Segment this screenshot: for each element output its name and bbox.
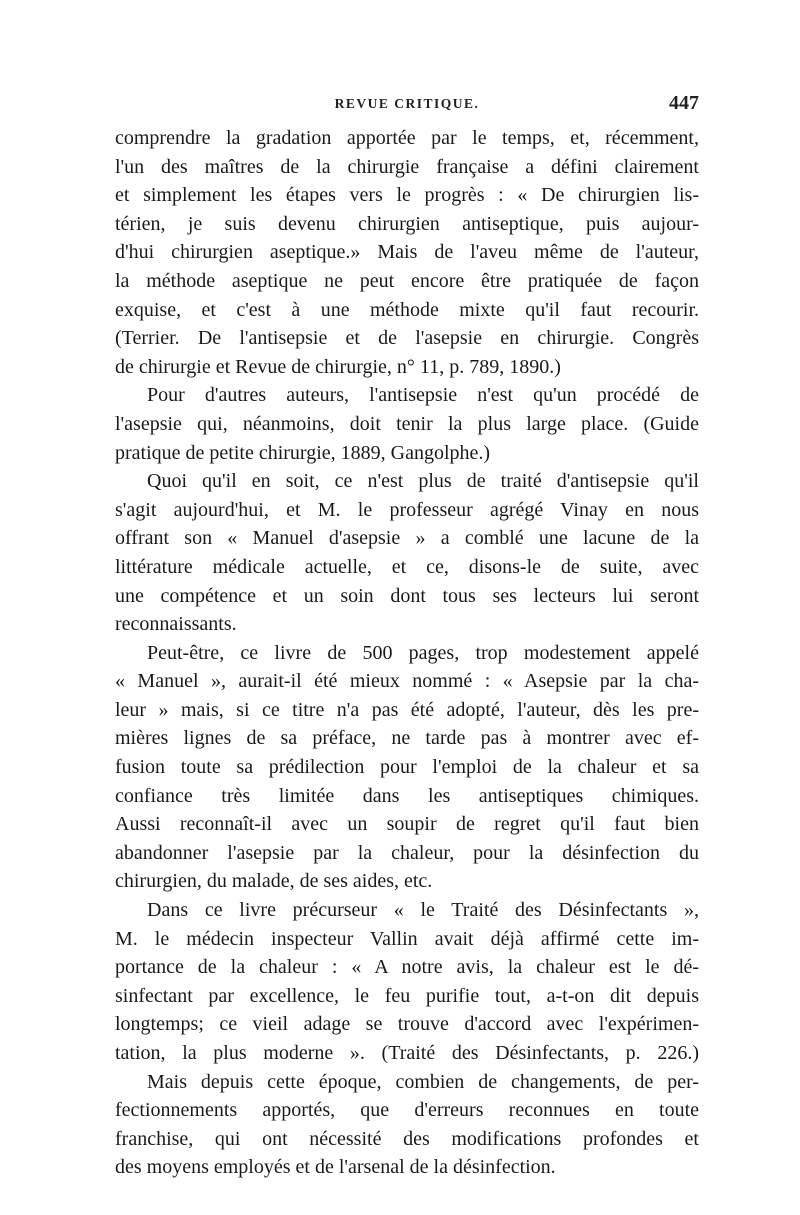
text-line: des moyens employés et de l'arsenal de la désinfection. [115,1156,556,1179]
text-line: chirurgien, du malade, de ses aides, etc. [115,870,433,893]
text-line: de chirurgie et Revue de chirurgie, n° 11, p. 789, 1890.) [115,355,561,378]
text-line: et simplement les étapes vers le progrès : « De chirurgien lis- [115,184,699,207]
text-line: M. le médecin inspecteur Vallin avait déjà affirmé cette im- [115,927,699,950]
running-head [115,92,699,118]
text-line: reconnaissants. [115,613,237,636]
running-title: REVUE CRITIQUE. [334,96,480,111]
text-line: l'asepsie qui, néanmoins, doit tenir la plus large place. (Guide [115,412,699,435]
text-line: sinfectant par excellence, le feu purifie tout, a-t-on dit depuis [115,984,699,1007]
text-line: exquise, et c'est à une méthode mixte qu'il faut recourir. [115,298,699,321]
text-line: offrant son « Manuel d'asepsie » a comblé une lacune de la [115,527,699,550]
text-line: abandonner l'asepsie par la chaleur, pour la désinfection du [115,841,699,864]
book-page [115,92,699,1182]
text-line: une compétence et un soin dont tous ses lecteurs lui seront [115,584,699,607]
text-line: tation, la plus moderne ». (Traité des Désinfectants, p. 226.) [115,1042,699,1064]
text-line: térien, je suis devenu chirurgien antiseptique, puis aujour- [115,212,699,235]
text-line: leur » mais, si ce titre n'a pas été adopté, l'auteur, dès les pre- [115,698,699,721]
page-number: 447 [669,92,699,114]
text-line: fusion toute sa prédilection pour l'emploi de la chaleur et sa [115,756,699,779]
text-line: comprendre la gradation apportée par le temps, et, récemment, [115,127,699,149]
text-line: « Manuel », aurait-il été mieux nommé : « Asepsie par la cha- [115,670,699,693]
text-line: d'hui chirurgien aseptique.» Mais de l'aveu même de l'auteur, [115,241,699,264]
body-text [115,124,699,1182]
text-line: s'agit aujourd'hui, et M. le professeur agrégé Vinay en nous [115,498,699,521]
text-line: Pour d'autres auteurs, l'antisepsie n'est qu'un procédé de [147,384,699,407]
text-line: Mais depuis cette époque, combien de changements, de per- [147,1070,699,1093]
text-line: Dans ce livre précurseur « le Traité des Désinfectants », [147,899,699,922]
text-line: littérature médicale actuelle, et ce, disons-le de suite, avec [115,555,699,578]
text-line: la méthode aseptique ne peut encore être pratiquée de façon [115,269,699,292]
text-line: (Terrier. De l'antisepsie et de l'asepsie en chirurgie. Congrès [115,327,699,350]
text-line: franchise, qui ont nécessité des modifications profondes et [115,1127,699,1150]
text-line: mières lignes de sa préface, ne tarde pas à montrer avec ef- [115,727,699,750]
text-line: confiance très limitée dans les antiseptiques chimiques. [115,784,699,807]
text-line: portance de la chaleur : « A notre avis, la chaleur est le dé- [115,956,699,979]
text-line: l'un des maîtres de la chirurgie française a défini clairement [115,155,699,178]
text-line: Peut-être, ce livre de 500 pages, trop modestement appelé [147,641,699,664]
text-line: Quoi qu'il en soit, ce n'est plus de traité d'antisepsie qu'il [147,470,699,493]
text-line: Aussi reconnaît-il avec un soupir de regret qu'il faut bien [115,813,699,836]
text-line: longtemps; ce vieil adage se trouve d'accord avec l'expérimen- [115,1013,699,1036]
text-line: fectionnements apportés, que d'erreurs reconnues en toute [115,1099,699,1122]
text-line: pratique de petite chirurgie, 1889, Gangolphe.) [115,441,491,464]
